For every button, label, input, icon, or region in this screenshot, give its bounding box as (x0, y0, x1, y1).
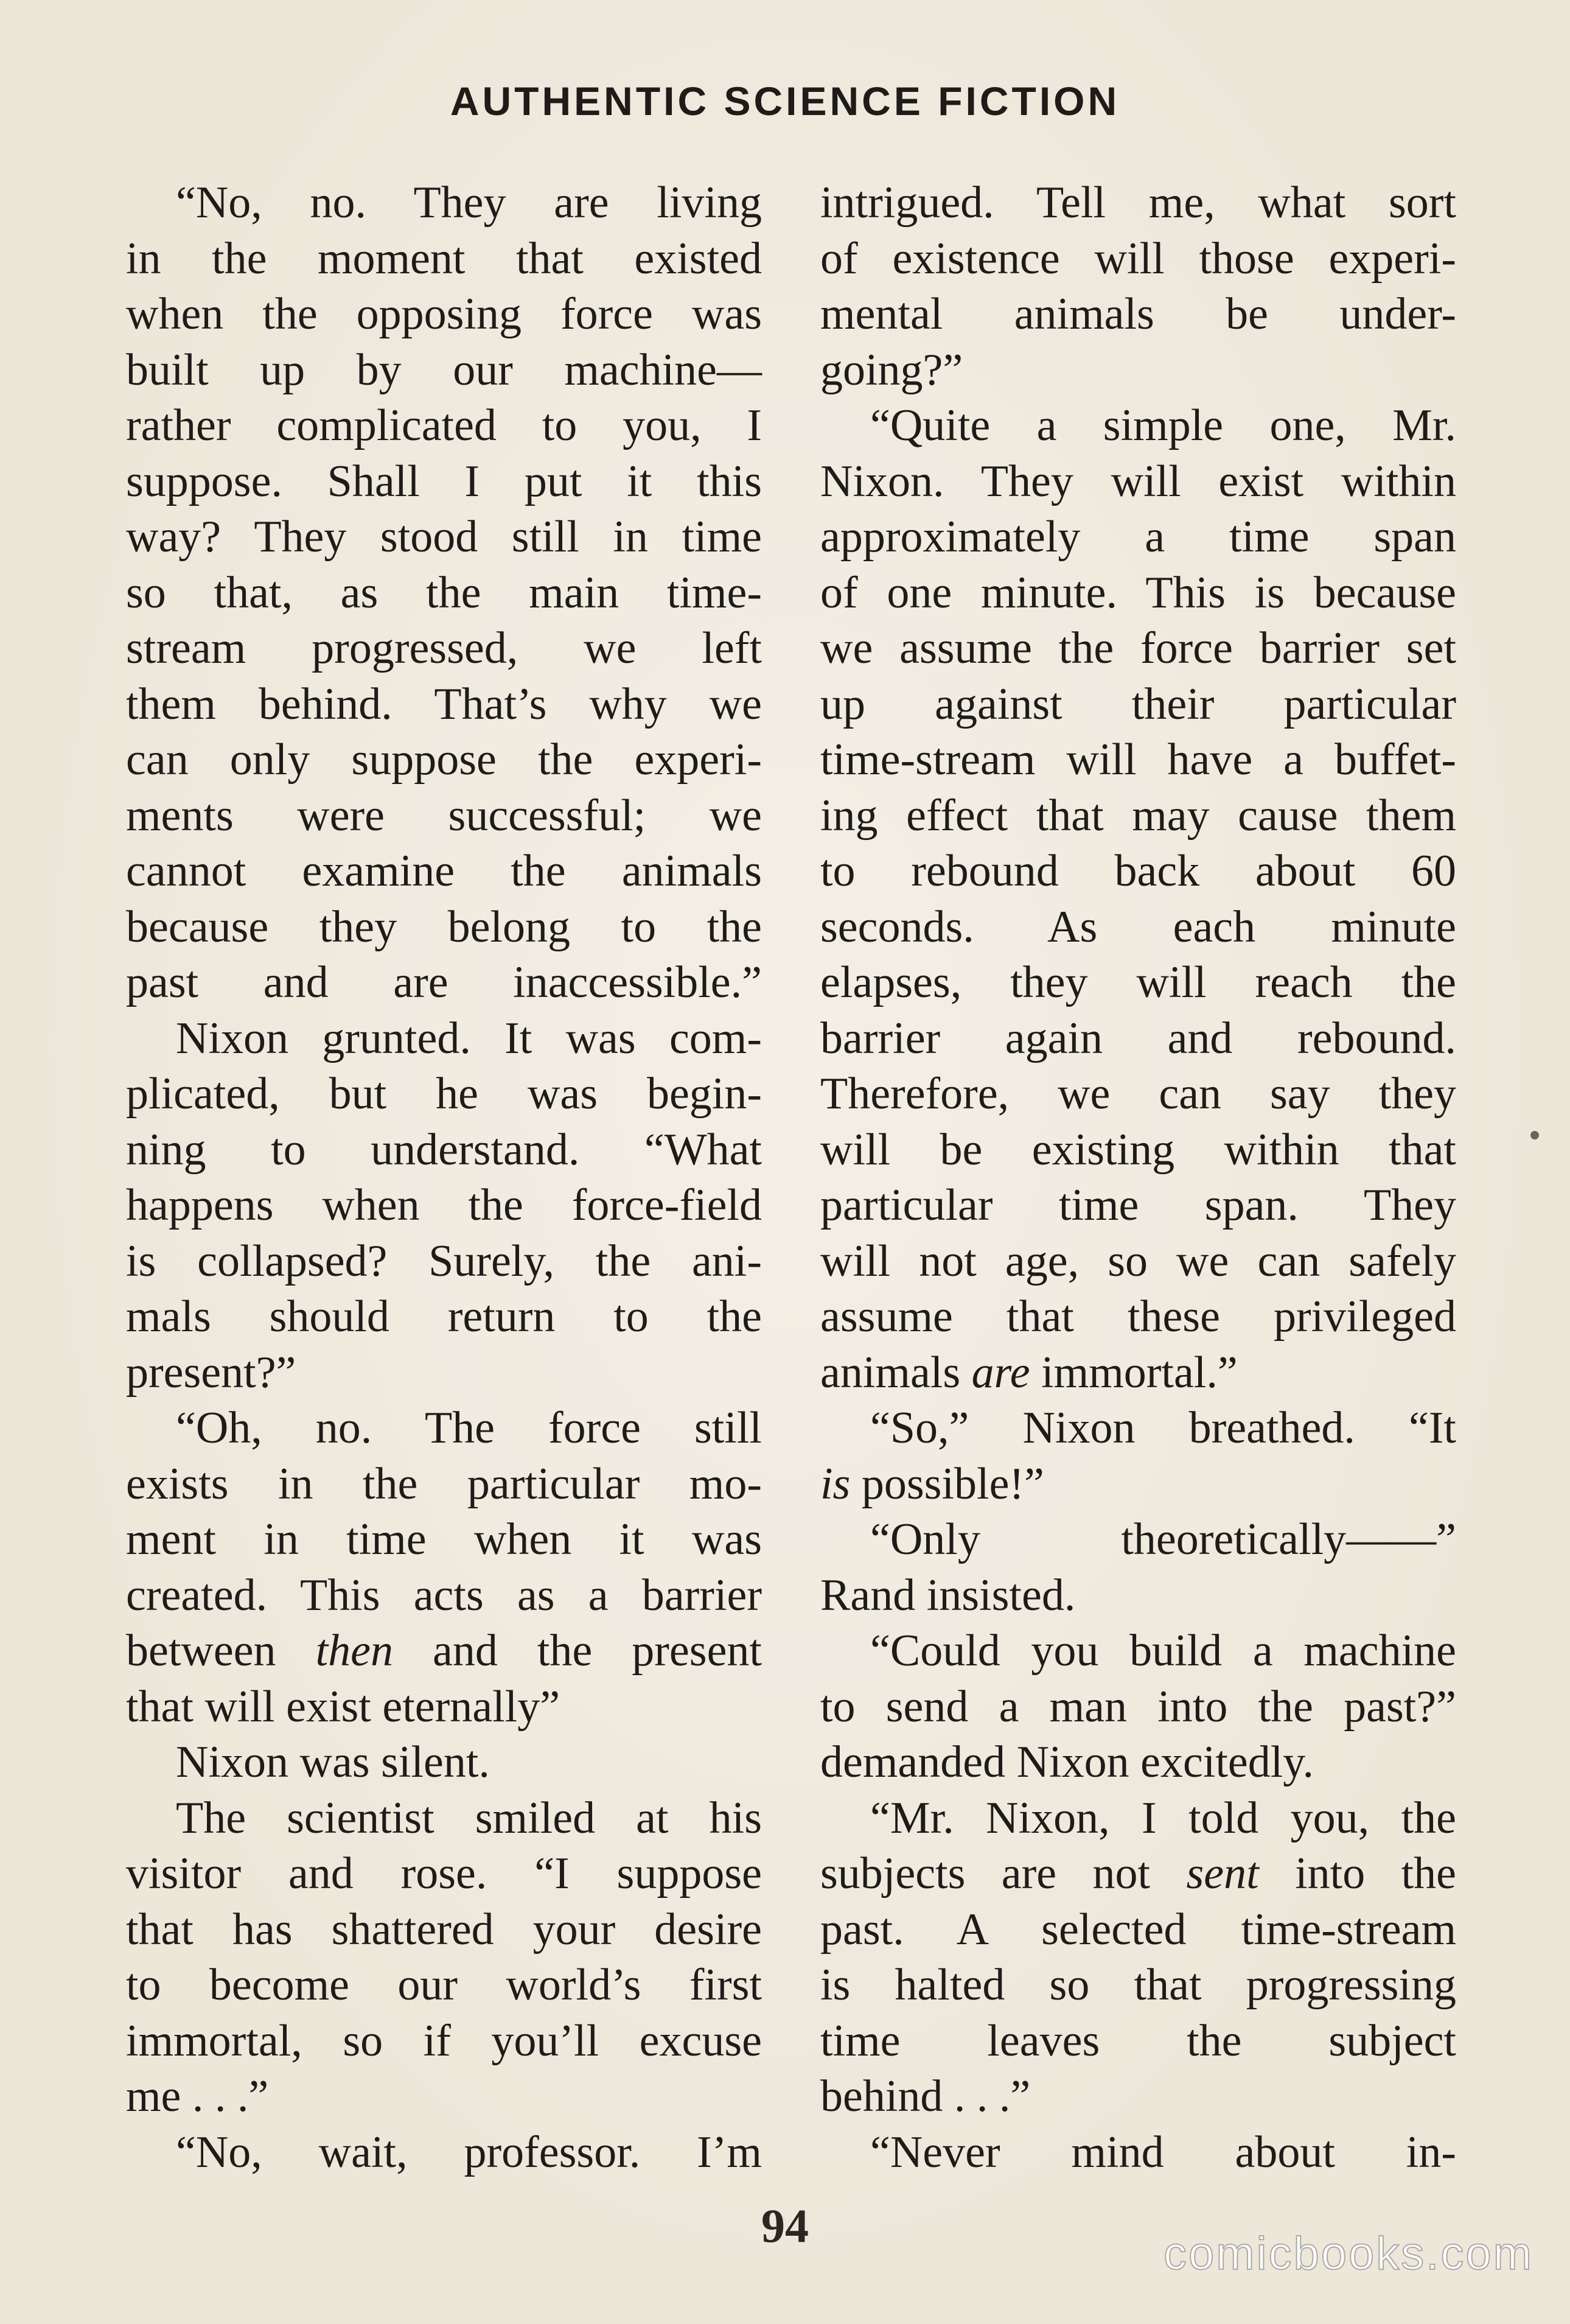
text-segment: when the opposing force was (126, 289, 762, 339)
text-segment: and the present (392, 1626, 762, 1676)
text-line (126, 1902, 762, 1958)
text-line (126, 509, 762, 565)
text-segment: past. A selected time-stream (820, 1904, 1456, 1955)
italic-text: is (820, 1458, 851, 1509)
text-segment: so that, as the main time- (126, 567, 762, 618)
text-line (126, 454, 762, 510)
text-line (126, 1568, 762, 1624)
text-segment: animals (820, 1347, 972, 1398)
text-segment: approximately a time span (820, 512, 1456, 562)
text-segment: me . . .” (126, 2071, 269, 2121)
text-line (126, 1846, 762, 1902)
italic-text: then (315, 1626, 393, 1676)
text-segment: “Oh, no. The force still (176, 1403, 762, 1453)
text-column-left (126, 175, 762, 2180)
text-segment: demanded Nixon excitedly. (820, 1737, 1314, 1787)
text-line (126, 1623, 762, 1679)
text-line (820, 565, 1456, 621)
italic-text: sent (1186, 1849, 1259, 1899)
text-segment: happens when the force-field (126, 1180, 762, 1230)
text-segment: plicated, but he was begin- (126, 1069, 762, 1119)
text-segment: assume that these privileged (820, 1292, 1456, 1342)
text-segment: suppose. Shall I put it this (126, 456, 762, 506)
text-segment: of existence will those experi- (820, 233, 1456, 284)
text-segment: “No, wait, professor. I’m (176, 2127, 762, 2177)
text-segment: ning to understand. “What (126, 1124, 762, 1175)
text-line (820, 955, 1456, 1011)
text-line (126, 1457, 762, 1513)
text-line (820, 1401, 1456, 1457)
text-segment: is halted so that progressing (820, 1960, 1456, 2010)
text-line (126, 1791, 762, 1847)
text-segment: Therefore, we can say they (820, 1069, 1456, 1119)
italic-text: are (971, 1347, 1030, 1398)
text-segment: ment in time when it was (126, 1514, 762, 1564)
text-segment: is collapsed? Surely, the ani- (126, 1236, 762, 1286)
text-segment: in the moment that existed (126, 233, 762, 284)
text-segment: to send a man into the past?” (820, 1681, 1456, 1732)
text-line (126, 677, 762, 733)
text-line (126, 343, 762, 399)
text-segment: to rebound back about 60 (820, 846, 1456, 896)
text-segment: “Never mind about in- (870, 2127, 1456, 2177)
text-line (126, 844, 762, 900)
text-segment: into the (1258, 1849, 1456, 1899)
text-line (820, 509, 1456, 565)
text-segment: Nixon grunted. It was com- (176, 1013, 762, 1063)
text-line (126, 1122, 762, 1178)
text-line (126, 1958, 762, 2014)
text-line (126, 1066, 762, 1122)
text-segment: Nixon was silent. (176, 1737, 490, 1787)
text-line (126, 287, 762, 343)
text-segment: ing effect that may cause them (820, 790, 1456, 841)
text-segment: present?” (126, 1347, 296, 1398)
text-line (820, 621, 1456, 677)
text-line (820, 175, 1456, 231)
text-segment: “Quite a simple one, Mr. (870, 401, 1456, 450)
text-line (820, 1735, 1456, 1791)
text-segment: will be existing within that (820, 1124, 1456, 1175)
text-segment: barrier again and rebound. (820, 1013, 1456, 1063)
text-segment: mals should return to the (126, 1292, 762, 1342)
text-line (820, 1234, 1456, 1290)
text-segment: going?” (820, 345, 963, 395)
text-line (820, 1679, 1456, 1735)
text-line (126, 1234, 762, 1290)
text-segment: to become our world’s first (126, 1960, 762, 2010)
text-line (126, 565, 762, 621)
text-line (820, 1122, 1456, 1178)
text-line (126, 955, 762, 1011)
text-line (820, 398, 1456, 454)
text-segment: Nixon. They will exist within (820, 456, 1456, 506)
text-segment: visitor and rose. “I suppose (126, 1849, 762, 1899)
text-segment: them behind. That’s why we (126, 679, 762, 729)
text-line (820, 1345, 1456, 1401)
text-line (126, 900, 762, 956)
watermark: comicbooks.com (1164, 2228, 1533, 2280)
page-number: 94 (761, 2199, 809, 2252)
text-line (820, 454, 1456, 510)
text-segment: “No, no. They are living (176, 178, 762, 228)
text-line (820, 732, 1456, 788)
text-segment: mental animals be under- (820, 289, 1456, 339)
text-column-right (820, 175, 1456, 2180)
text-line (820, 1512, 1456, 1568)
text-segment: because they belong to the (126, 901, 762, 952)
text-segment: “So,” Nixon breathed. “It (870, 1403, 1456, 1453)
text-segment: time-stream will have a buffet- (820, 735, 1456, 785)
text-line (820, 900, 1456, 956)
text-line (820, 231, 1456, 287)
text-line (820, 1623, 1456, 1679)
text-line (126, 788, 762, 844)
text-segment: intrigued. Tell me, what sort (820, 178, 1456, 228)
text-line (820, 1568, 1456, 1624)
text-line (820, 1011, 1456, 1067)
text-line (820, 788, 1456, 844)
text-line (126, 231, 762, 287)
text-line (126, 2125, 762, 2181)
text-line (820, 2069, 1456, 2125)
text-line (126, 1289, 762, 1345)
text-line (820, 844, 1456, 900)
text-segment: exists in the particular mo- (126, 1458, 762, 1509)
text-segment: seconds. As each minute (820, 901, 1456, 952)
print-speck (1530, 1131, 1539, 1139)
text-line (820, 2014, 1456, 2070)
text-segment: created. This acts as a barrier (126, 1570, 762, 1620)
text-segment: possible!” (850, 1458, 1044, 1509)
text-segment: stream progressed, we left (126, 623, 762, 673)
text-segment: up against their particular (820, 679, 1456, 729)
text-line (820, 2125, 1456, 2181)
text-line (820, 1178, 1456, 1234)
text-segment: particular time span. They (820, 1180, 1456, 1230)
text-line (126, 1345, 762, 1401)
text-line (126, 1735, 762, 1791)
text-line (126, 621, 762, 677)
text-segment: ments were successful; we (126, 790, 762, 841)
text-line (126, 2069, 762, 2125)
text-segment: that has shattered your desire (126, 1904, 762, 1955)
text-segment: that will exist eternally” (126, 1681, 560, 1732)
text-line (820, 287, 1456, 343)
text-line (820, 1289, 1456, 1345)
text-line (820, 1846, 1456, 1902)
text-line (820, 1457, 1456, 1513)
text-segment: way? They stood still in time (126, 512, 762, 562)
text-segment: immortal, so if you’ll excuse (126, 2015, 762, 2066)
text-line (126, 1401, 762, 1457)
text-segment: cannot examine the animals (126, 846, 762, 896)
text-line (126, 1178, 762, 1234)
text-segment: The scientist smiled at his (176, 1793, 762, 1843)
text-segment: behind . . .” (820, 2071, 1031, 2121)
text-segment: can only suppose the experi- (126, 735, 762, 785)
text-line (126, 398, 762, 454)
text-segment: “Only theoretically——” (870, 1514, 1456, 1564)
text-line (126, 1011, 762, 1067)
text-line (820, 1066, 1456, 1122)
text-segment: elapses, they will reach the (820, 957, 1456, 1007)
text-segment: of one minute. This is because (820, 567, 1456, 618)
text-line (126, 732, 762, 788)
text-segment: subjects are not (820, 1849, 1187, 1899)
text-line (820, 1791, 1456, 1847)
running-head: AUTHENTIC SCIENCE FICTION (450, 79, 1120, 124)
text-line (126, 2014, 762, 2070)
text-segment: built up by our machine— (126, 345, 762, 395)
text-segment: “Mr. Nixon, I told you, the (870, 1793, 1456, 1843)
text-segment: we assume the force barrier set (820, 623, 1456, 673)
text-segment: immortal.” (1030, 1347, 1238, 1398)
text-segment: between (126, 1626, 316, 1676)
text-line (126, 1512, 762, 1568)
text-line (126, 1679, 762, 1735)
text-line (126, 175, 762, 231)
text-line (820, 677, 1456, 733)
text-segment: time leaves the subject (820, 2015, 1456, 2066)
text-segment: will not age, so we can safely (820, 1236, 1456, 1286)
text-segment: “Could you build a machine (870, 1626, 1456, 1676)
text-line (820, 343, 1456, 399)
text-segment: Rand insisted. (820, 1570, 1076, 1620)
text-line (820, 1958, 1456, 2014)
text-segment: past and are inaccessible.” (126, 957, 762, 1007)
text-line (820, 1902, 1456, 1958)
text-segment: rather complicated to you, I (126, 401, 762, 450)
